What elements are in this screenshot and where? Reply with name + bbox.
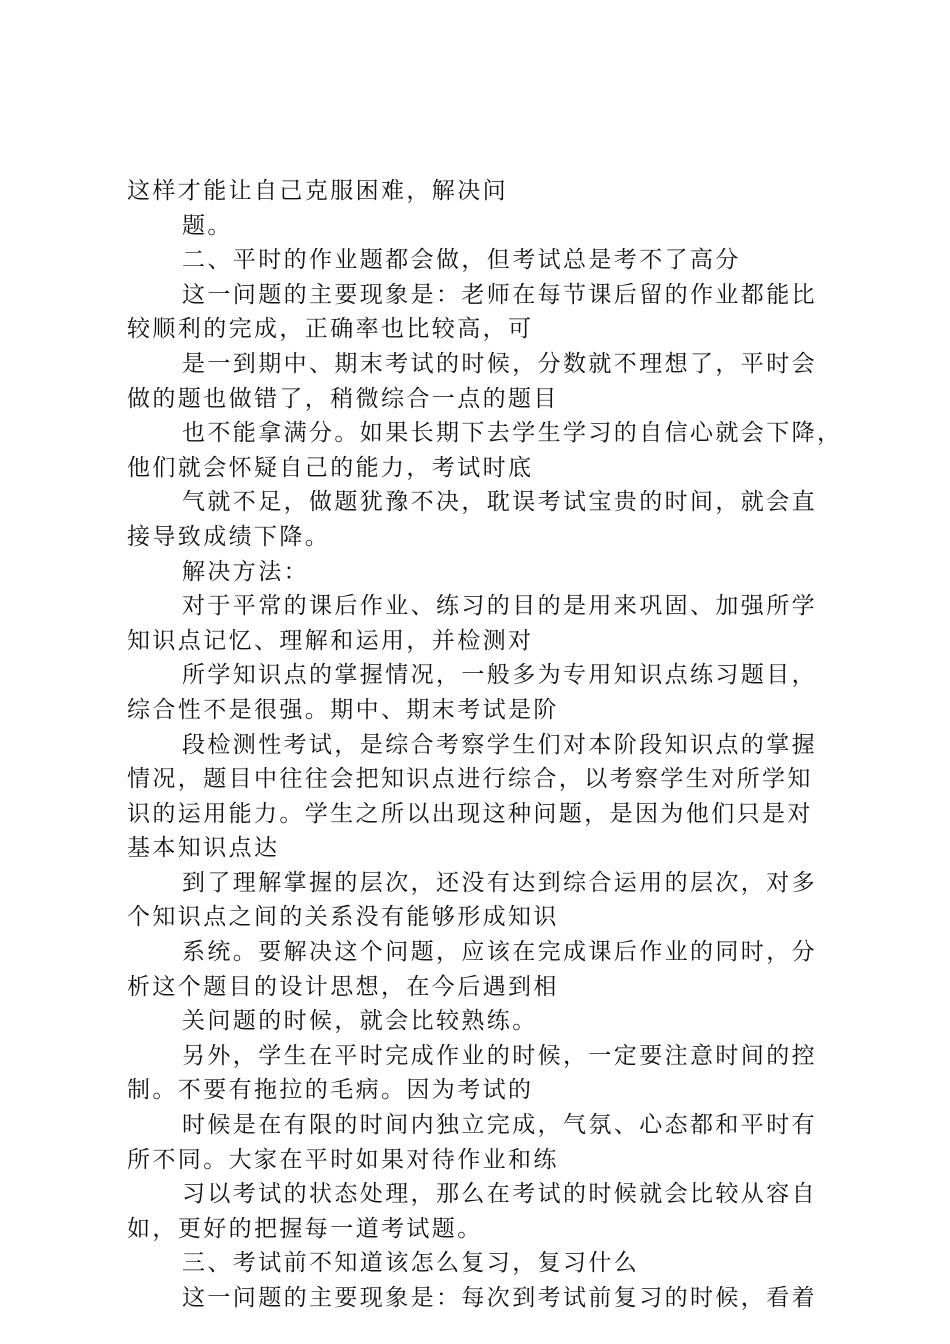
text-line: 个知识点之间的关系没有能够形成知识 [127, 904, 559, 931]
text-line: 题。 [182, 212, 233, 239]
text-line: 对于平常的课后作业、练习的目的是用来巩固、加强所学 [182, 593, 817, 620]
text-line: 综合性不是很强。期中、期末考试是阶 [127, 696, 559, 723]
text-line: 气就不足，做题犹豫不决，耽误考试宝贵的时间，就会直 [182, 489, 817, 516]
text-line: 到了理解掌握的层次，还没有达到综合运用的层次，对多 [182, 869, 817, 896]
text-line: 二、平时的作业题都会做，但考试总是考不了高分 [182, 247, 741, 274]
document-body [127, 174, 843, 1316]
text-line: 制。不要有拖拉的毛病。因为考试的 [127, 1077, 534, 1104]
text-line: 另外，学生在平时完成作业的时候，一定要注意时间的控 [182, 1042, 817, 1069]
text-line: 习以考试的状态处理，那么在考试的时候就会比较从容自 [182, 1181, 817, 1208]
text-line: 他们就会怀疑自己的能力，考试时底 [127, 454, 534, 481]
text-line: 接导致成绩下降。 [127, 523, 331, 550]
text-line: 所学知识点的掌握情况，一般多为专用知识点练习题目， [182, 662, 817, 689]
text-line: 这样才能让自己克服困难，解决问 [127, 178, 508, 204]
text-line: 析这个题目的设计思想，在今后遇到相 [127, 973, 559, 1000]
text-line: 系统。要解决这个问题，应该在完成课后作业的同时，分 [182, 939, 817, 966]
text-line: 段检测性考试，是综合考察学生们对本阶段知识点的掌握 [182, 731, 817, 758]
text-line: 是一到期中、期末考试的时候，分数就不理想了，平时会 [182, 350, 817, 377]
text-line: 这一问题的主要现象是：每次到考试前复习的时候，看着 [182, 1285, 817, 1311]
text-line: 解决方法： [182, 558, 309, 585]
text-line: 识的运用能力。学生之所以出现这种问题，是因为他们只是对 [127, 800, 813, 827]
text-line: 做的题也做错了，稍微综合一点的题目 [127, 385, 559, 412]
text-line: 如，更好的把握每一道考试题。 [127, 1215, 483, 1242]
text-line: 关问题的时候，就会比较熟练。 [182, 1008, 538, 1035]
text-line: 三、考试前不知道该怎么复习，复习什么 [182, 1250, 640, 1277]
text-line: 所不同。大家在平时如果对待作业和练 [127, 1146, 559, 1173]
text-line: 知识点记忆、理解和运用，并检测对 [127, 627, 534, 654]
text-line: 较顺利的完成，正确率也比较高，可 [127, 316, 534, 343]
text-line: 时候是在有限的时间内独立完成，气氛、心态都和平时有 [182, 1112, 817, 1139]
text-line: 也不能拿满分。如果长期下去学生学习的自信心就会下降， [182, 420, 843, 447]
text-line: 情况，题目中往往会把知识点进行综合，以考察学生对所学知 [127, 766, 813, 793]
text-line: 基本知识点达 [127, 835, 280, 862]
text-line: 这一问题的主要现象是：老师在每节课后留的作业都能比 [182, 281, 817, 308]
